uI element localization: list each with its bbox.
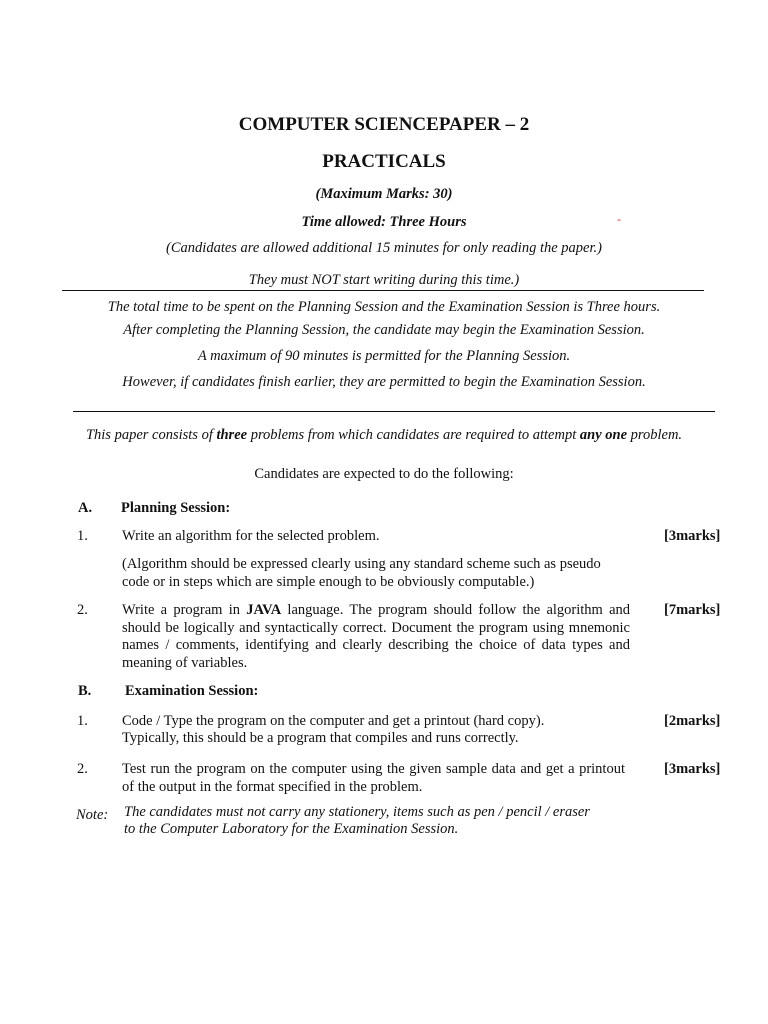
divider-top [62, 290, 704, 291]
paper-title: COMPUTER SCIENCEPAPER – 2 [238, 114, 530, 135]
section-a-letter: A. [78, 500, 93, 516]
paper-subtitle: PRACTICALS [322, 151, 446, 172]
note-text: to the Computer Laboratory for the Examination Session. [124, 821, 459, 837]
no-writing-note: They must NOT start writing during this time.) [248, 272, 520, 288]
marks-label: [2marks] [664, 713, 721, 729]
expected-line: Candidates are expected to do the following: [254, 466, 514, 482]
item-number: 1. [77, 713, 88, 729]
red-mark: - [617, 212, 621, 226]
section-b-letter: B. [78, 683, 92, 699]
time-allowed: Time allowed: Three Hours [301, 214, 467, 230]
paper-consists-line [0, 427, 768, 444]
item-text-bold: JAVA [246, 602, 282, 618]
consists-bold-any-one: any one [579, 427, 627, 443]
marks-label: [3marks] [664, 761, 721, 777]
instruction-line: After completing the Planning Session, the candidate may begin the Examination Session. [123, 322, 645, 338]
note-text: The candidates must not carry any stationery, items such as pen / pencil / eraser [124, 804, 590, 820]
marks-label: [3marks] [664, 528, 721, 544]
item-number: 2. [77, 761, 88, 777]
item-number: 2. [77, 602, 88, 618]
item-number: 1. [77, 528, 88, 544]
item-text: Test run the program on the computer using the given sample data and get a printout of the output in the format specified in the problem. [122, 761, 625, 795]
divider-bottom [73, 411, 715, 412]
section-a-heading: Planning Session: [121, 500, 231, 516]
consists-bold-three: three [216, 427, 248, 443]
item-text-part: language. The program should follow the algorithm and should be logically and syntactically correct. Document the program using mnemonic names / comments, identifying and clearly describing the choice of data types and meaning of variables. [122, 602, 631, 671]
item-text-part: Write a program in [122, 602, 247, 618]
reading-time-note: (Candidates are allowed additional 15 minutes for only reading the paper.) [166, 240, 602, 256]
marks-label: [7marks] [664, 602, 721, 618]
consists-text: This paper consists of [85, 427, 217, 443]
item-text: Typically, this should be a program that compiles and runs correctly. [122, 730, 519, 746]
item-text: Code / Type the program on the computer and get a printout (hard copy). [122, 713, 545, 729]
note-label: Note: [76, 807, 109, 823]
item-note: (Algorithm should be expressed clearly using any standard scheme such as pseudo code or in steps which are simple enough to be obviously computable.) [122, 556, 601, 590]
instruction-line: A maximum of 90 minutes is permitted for the Planning Session. [197, 348, 571, 364]
item-text: Write an algorithm for the selected problem. [122, 528, 380, 544]
consists-text: problems from which candidates are required to attempt [247, 427, 580, 443]
section-b-heading: Examination Session: [125, 683, 259, 699]
item-text [122, 602, 630, 672]
instruction-line: The total time to be spent on the Planning Session and the Examination Session is Three hours. [107, 299, 661, 315]
consists-text: problem. [627, 427, 683, 443]
maximum-marks: (Maximum Marks: 30) [315, 186, 453, 202]
instruction-line: However, if candidates finish earlier, they are permitted to begin the Examination Session. [122, 374, 646, 390]
